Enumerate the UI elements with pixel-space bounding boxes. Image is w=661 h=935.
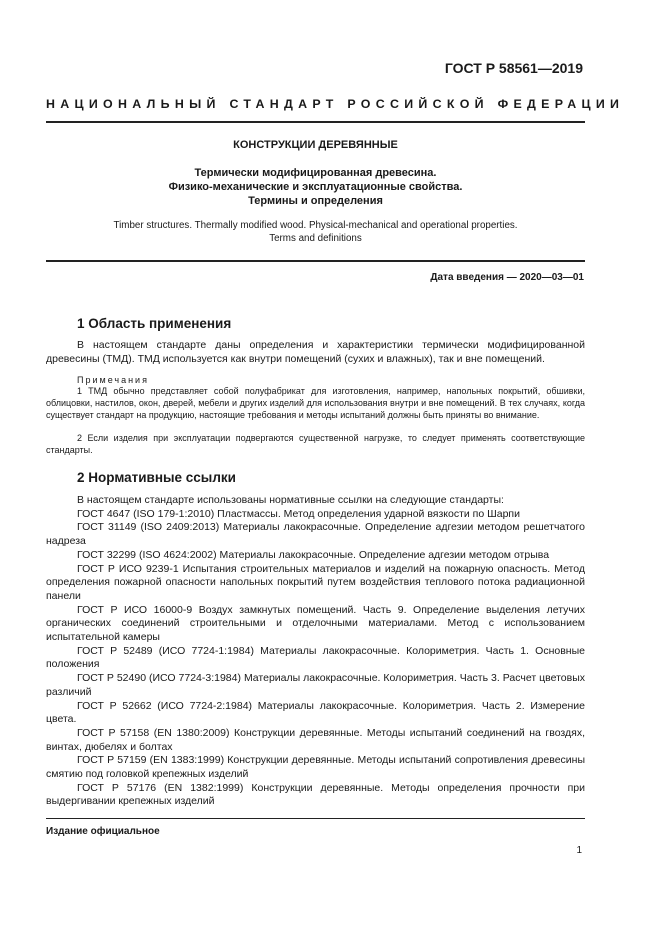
reference-item: ГОСТ Р 57159 (EN 1383:1999) Конструкции деревянные. Методы испытаний сопротивления древесины смятию под головкой крепежных изделий <box>46 754 585 781</box>
reference-item: ГОСТ Р 57176 (EN 1382:1999) Конструкции деревянные. Методы определения прочности при выдергивании крепежных изделий <box>46 781 585 808</box>
section-1-paragraph: В настоящем стандарте даны определения и характеристики термически модифицированной древесины (ТМД). ТМД используется как внутри помещений (сухих и влажных), так и вне помещений. <box>46 339 585 365</box>
section-1-heading: 1 Область применения <box>77 316 232 331</box>
english-title-line: Terms and definitions <box>269 233 362 244</box>
section-2-heading: 2 Нормативные ссылки <box>77 470 236 485</box>
document-code: ГОСТ Р 58561—2019 <box>444 60 583 76</box>
reference-item: ГОСТ Р 52489 (ИСО 7724-1:1984) Материалы лакокрасочные. Колориметрия. Часть 1. Основные положения <box>46 644 585 671</box>
note-2: 2 Если изделия при эксплуатации подвергаются существенной нагрузке, то следует применять соответствующие стандарты. <box>46 433 585 455</box>
header-divider <box>46 121 585 123</box>
official-edition-label: Издание официальное <box>46 826 160 837</box>
reference-item: ГОСТ Р 52490 (ИСО 7724-3:1984) Материалы лакокрасочные. Колориметрия. Часть 3. Расчет цветовых различий <box>46 672 585 698</box>
reference-item: ГОСТ 32299 (ISO 4624:2002) Материалы лакокрасочные. Определение адгезии методом отрыва <box>77 548 550 561</box>
references-intro: В настоящем стандарте использованы нормативные ссылки на следующие стандарты: <box>77 494 504 506</box>
reference-item: ГОСТ Р 52662 (ИСО 7724-2:1984) Материалы лакокрасочные. Колориметрия. Часть 2. Измерение цвета. <box>46 699 585 726</box>
english-title-line: Timber structures. Thermally modified wood. Physical-mechanical and operational properties. <box>113 220 518 231</box>
subtitle-line: Термины и определения <box>248 195 383 207</box>
reference-item: ГОСТ Р ИСО 16000-9 Воздух замкнутых помещений. Часть 9. Определение выделения летучих органических соединений строительными и отделочными материалами. Метод с использованием испытательной камеры <box>46 603 585 644</box>
subtitle-line: Физико-механические и эксплуатационные свойства. <box>168 181 463 193</box>
introduction-date: Дата введения — 2020—03—01 <box>430 272 584 283</box>
references-list <box>46 494 585 809</box>
title-divider <box>46 260 585 262</box>
reference-item: ГОСТ 31149 (ISO 2409:2013) Материалы лакокрасочные. Определение адгезии методом решетчатого надреза <box>46 521 585 548</box>
page-number: 1 <box>576 845 582 856</box>
reference-item: ГОСТ Р 57158 (EN 1380:2009) Конструкции деревянные. Методы испытаний соединений на гвоздях, винтах, дюбелях и болтах <box>46 726 585 753</box>
reference-item: ГОСТ 4647 (ISO 179-1:2010) Пластмассы. Метод определения ударной вязкости по Шарпи <box>77 507 520 520</box>
subtitle-line: Термически модифицированная древесина. <box>194 167 437 179</box>
notes-label: Примечания <box>77 375 149 385</box>
english-title <box>46 219 585 245</box>
note-1: 1 ТМД обычно представляет собой полуфабрикат для изготовления, например, напольных покрытий, обшивки, облицовки, настилов, окон, дверей, мебели и других изделий для использования внутри и вне помещений. В тех случаях, когда существует стандарт на продукцию, настоящие требования и методы испытаний должны быть приняты во внимание. <box>46 386 585 420</box>
document-title: КОНСТРУКЦИИ ДЕРЕВЯННЫЕ <box>233 139 398 151</box>
national-standard-banner: НАЦИОНАЛЬНЫЙ СТАНДАРТ РОССИЙСКОЙ ФЕДЕРАЦИИ <box>46 97 625 111</box>
footer-divider <box>46 818 585 819</box>
reference-item: ГОСТ Р ИСО 9239-1 Испытания строительных материалов и изделий на пожарную опасность. Метод определения пожарной опасности напольных покрытий путем воздействия теплового потока радиационной панели <box>46 562 585 602</box>
document-subtitle <box>46 166 585 208</box>
